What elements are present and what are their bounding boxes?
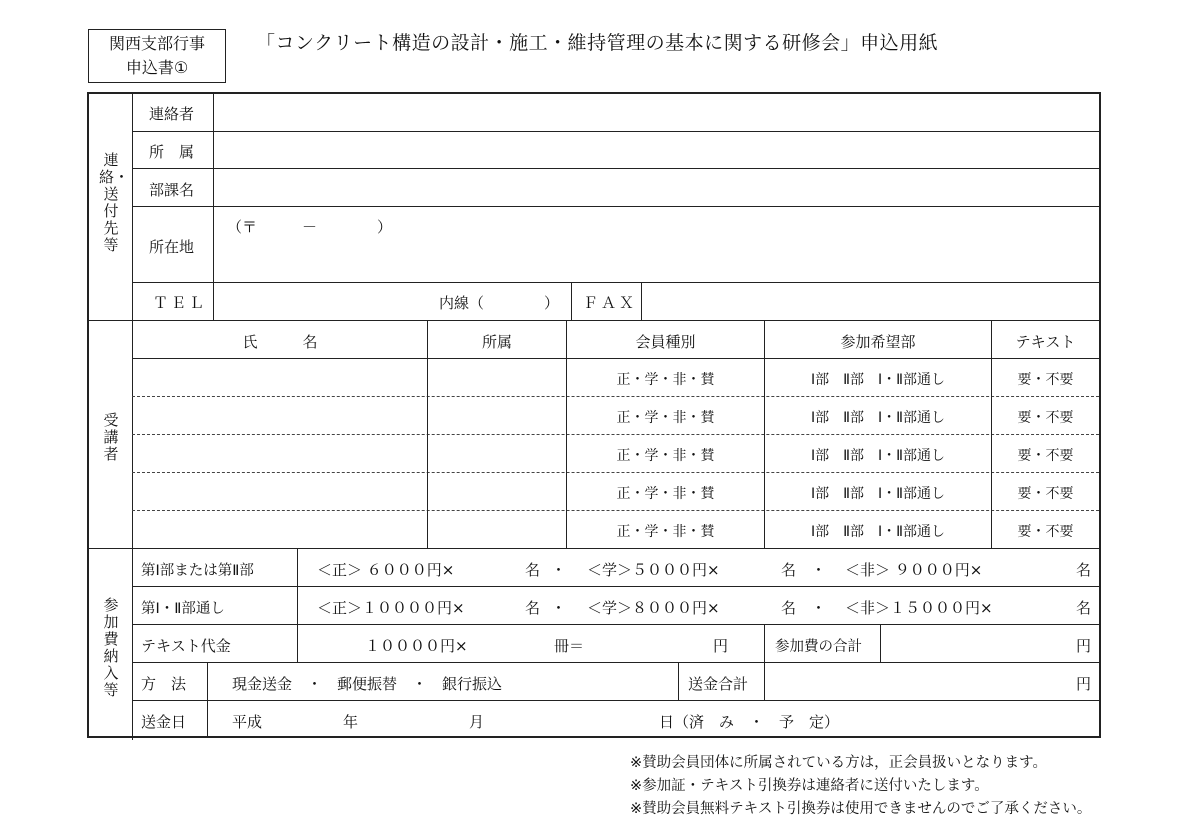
fee-row2-dot2: ・ [811, 599, 827, 617]
attendee-row-3-part[interactable]: Ⅰ部 Ⅱ部 Ⅰ・Ⅱ部通し [810, 448, 946, 464]
attendee-row-5-part[interactable]: Ⅰ部 Ⅱ部 Ⅰ・Ⅱ部通し [810, 524, 946, 540]
fee-row2-mei1: 名 [525, 599, 541, 617]
affiliation-field[interactable] [214, 132, 1099, 168]
attendees-section-label: 受講者 [103, 411, 119, 463]
fee-row1-dot2: ・ [811, 561, 827, 579]
total-fee-yen: 円 [1076, 637, 1092, 655]
fee-row1-label: 第Ⅰ部または第Ⅱ部 [141, 563, 254, 579]
send-date-month: 月 [469, 713, 485, 731]
attendee-row-1-text[interactable]: 要・不要 [1017, 372, 1074, 388]
notes [630, 752, 1091, 821]
send-total-yen: 円 [1076, 675, 1092, 693]
payment-methods[interactable]: 現金送金 ・ 郵便振替 ・ 銀行振込 [232, 675, 503, 693]
extension-label: 内線（ ） [439, 294, 560, 312]
event-label-line2: 申込書① [125, 58, 189, 77]
send-date-era: 平成 [232, 713, 263, 731]
postal-code-field[interactable]: （〒 － ） [227, 218, 393, 236]
affiliation-label: 所 属 [149, 143, 195, 161]
send-date-year: 年 [343, 713, 359, 731]
attendee-row-4-part[interactable]: Ⅰ部 Ⅱ部 Ⅰ・Ⅱ部通し [810, 486, 946, 502]
send-date-label: 送金日 [141, 713, 187, 731]
contact-section-label: 連絡・送付先等 [99, 151, 130, 254]
attendee-row-5-member[interactable]: 正・学・非・賛 [616, 524, 715, 540]
fee-row2-nonmember: ＜非＞１５０００円× [845, 599, 993, 617]
attendee-row-3-member[interactable]: 正・学・非・賛 [616, 448, 715, 464]
form-title: 「コンクリート構造の設計・施工・維持管理の基本に関する研修会」申込用紙 [256, 32, 939, 54]
attendee-row-3-text[interactable]: 要・不要 [1017, 448, 1074, 464]
application-form [87, 92, 1101, 738]
note-3: ※賛助会員無料テキスト引換券は使用できませんのでご了承ください。 [630, 801, 1092, 817]
attendee-row-2-part[interactable]: Ⅰ部 Ⅱ部 Ⅰ・Ⅱ部通し [810, 410, 946, 426]
text-fee-label: テキスト代金 [141, 637, 231, 655]
fee-row1-regular: ＜正＞ ６０００円× [317, 561, 455, 579]
attendee-row-4-text[interactable]: 要・不要 [1017, 486, 1074, 502]
fee-row1-dot1: ・ [551, 561, 567, 579]
attendee-row-1-member[interactable]: 正・学・非・賛 [616, 372, 715, 388]
fee-row1-mei1: 名 [525, 561, 541, 579]
text-fee-satsu: 冊＝ [554, 637, 585, 655]
address-label: 所在地 [149, 238, 195, 256]
header-affiliation: 所属 [481, 333, 512, 351]
total-fee-label: 参加費の合計 [775, 639, 862, 655]
fees-section-label: 参加費納入等 [103, 596, 119, 699]
header-part: 参加希望部 [840, 333, 916, 351]
attendee-row-2-text[interactable]: 要・不要 [1017, 410, 1074, 426]
event-label-line1: 関西支部行事 [108, 34, 205, 53]
text-fee-price: １００００円× [365, 637, 468, 655]
attendee-row-4-member[interactable]: 正・学・非・賛 [616, 486, 715, 502]
fee-row2-mei3: 名 [1076, 599, 1092, 617]
department-label: 部課名 [149, 181, 195, 199]
fee-row2-regular: ＜正＞１００００円× [317, 599, 465, 617]
header-text: テキスト [1015, 333, 1076, 351]
fee-row1-mei3: 名 [1076, 561, 1092, 579]
method-label: 方 法 [141, 675, 187, 693]
fax-field[interactable] [642, 283, 1099, 320]
fee-row1-student: ＜学＞５０００円× [587, 561, 720, 579]
note-1: ※賛助会員団体に所属されている方は，正会員扱いとなります。 [630, 755, 1047, 771]
fee-row1-nonmember: ＜非＞ ９０００円× [845, 561, 983, 579]
department-field[interactable] [214, 169, 1099, 206]
fee-row2-label: 第Ⅰ・Ⅱ部通し [141, 601, 225, 617]
contact-person-label: 連絡者 [149, 105, 195, 123]
contact-person-field[interactable] [214, 94, 1099, 131]
header-member-type: 会員種別 [635, 333, 696, 351]
text-fee-yen: 円 [713, 637, 729, 655]
fax-label: ＦＡＸ [583, 294, 638, 312]
header-name: 氏 名 [242, 333, 318, 351]
attendee-row-5-text[interactable]: 要・不要 [1017, 524, 1074, 540]
note-2: ※参加証・テキスト引換券は連絡者に送付いたします。 [630, 778, 989, 794]
attendee-row-2-member[interactable]: 正・学・非・賛 [616, 410, 715, 426]
event-label-box [88, 29, 226, 83]
fee-row1-mei2: 名 [781, 561, 797, 579]
fee-row2-dot1: ・ [551, 599, 567, 617]
send-date-status[interactable]: 日（済 み ・ 予 定） [659, 713, 840, 731]
fee-row2-mei2: 名 [781, 599, 797, 617]
attendee-row-1-part[interactable]: Ⅰ部 Ⅱ部 Ⅰ・Ⅱ部通し [810, 372, 946, 388]
send-total-label: 送金合計 [688, 675, 749, 693]
tel-label: ＴＥＬ [153, 294, 208, 312]
fee-row2-student: ＜学＞８０００円× [587, 599, 720, 617]
